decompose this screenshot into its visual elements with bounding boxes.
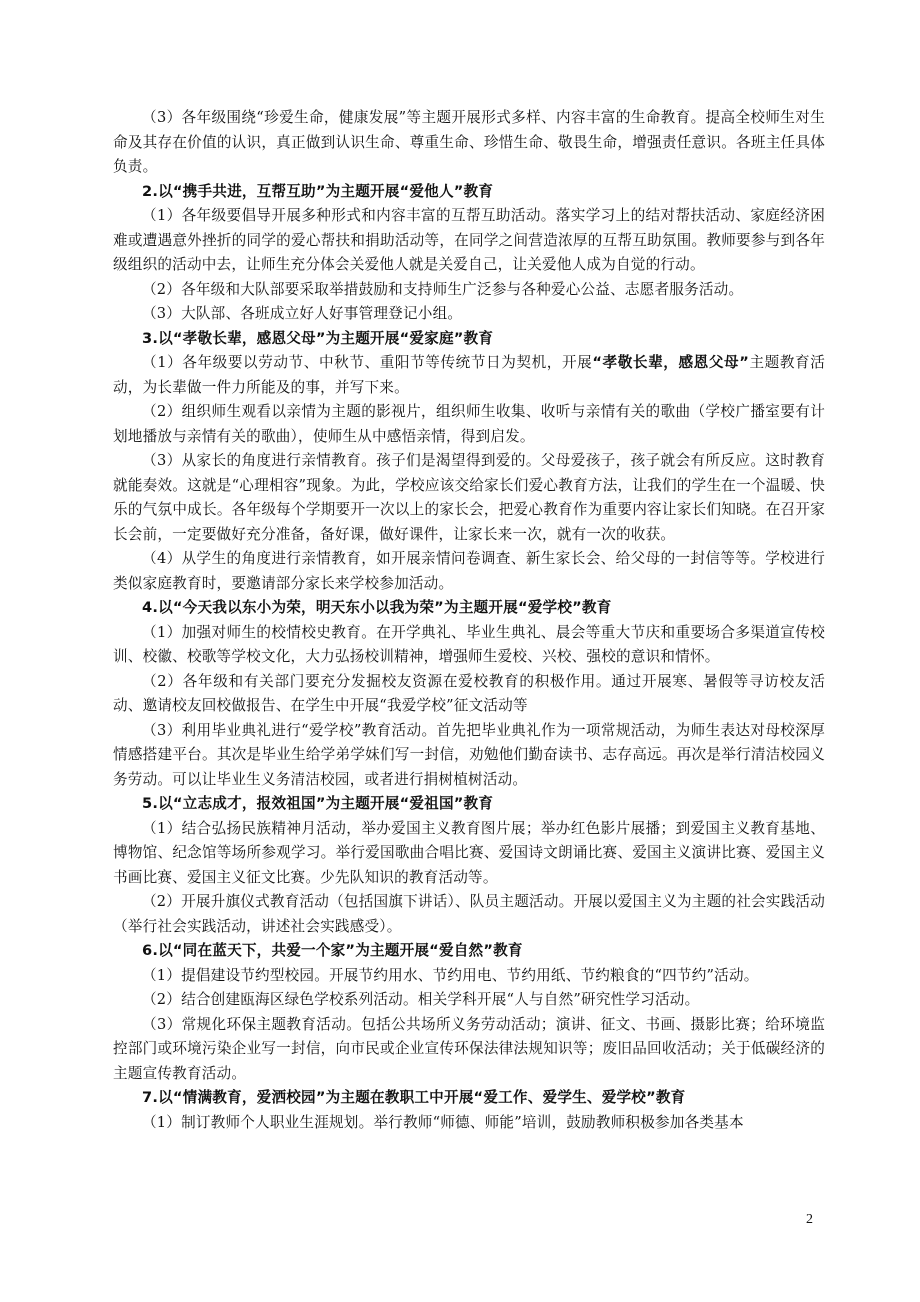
heading-love-country: 5.以“立志成才，报效祖国”为主题开展“爱祖国”教育 bbox=[142, 795, 494, 812]
paragraph-festival-activities: （1）各年级要以劳动节、中秋节、重阳节等传统节日为契机，开展“孝敬长辈，感恩父母”主题教育活动，为长辈做一件力所能及的事，并写下来。 bbox=[113, 354, 825, 396]
paragraph-school-history: （1）加强对师生的校情校史教育。在开学典礼、毕业生典礼、晨会等重大节庆和重要场合多渠道宣传校训、校徽、校歌等学校文化，大力弘扬校训精神，增强师生爱校、兴校、强校的意识和情怀。 bbox=[113, 623, 825, 665]
paragraph-life-education: （3）各年级围绕“珍爱生命，健康发展”等主题开展形式多样、内容丰富的生命教育。提高全校师生对生命及其存在价值的认识，真正做到认识生命、尊重生命、珍惜生命、敬畏生命，增强责任意识。各班主任具体负责。 bbox=[113, 109, 825, 175]
paragraph-student-perspective: （4）从学生的角度进行亲情教育，如开展亲情问卷调查、新生家长会、给父母的一封信等等。学校进行类似家庭教育时，要邀请部分家长来学校参加活动。 bbox=[113, 550, 825, 592]
paragraph-environmental: （3）常规化环保主题教育活动。包括公共场所义务劳动活动；演讲、征文、书画、摄影比赛；给环境监控部门或环境污染企业写一封信，向市民或企业宣传环保法律法规知识等；废旧品回收活动；关于低碳经济的主题宣传教育活动。 bbox=[113, 1015, 825, 1082]
paragraph-saving-campus: （1）提倡建设节约型校园。开展节约用水、节约用电、节约用纸、节约粮食的“四节约”活动。 bbox=[142, 966, 759, 984]
paragraph-flag-raising: （2）开展升旗仪式教育活动（包括国旗下讲话）、队员主题活动。开展以爱国主义为主题的社会实践活动（举行社会实践活动，讲述社会实践感受）。 bbox=[113, 893, 825, 935]
paragraph-alumni: （2）各年级和有关部门要充分发掘校友资源在爱校教育的积极作用。通过开展寒、暑假等寻访校友活动、邀请校友回校做报告、在学生中开展“我爱学校”征文活动等 bbox=[113, 672, 825, 714]
paragraph-green-school: （2）结合创建瓯海区绿色学校系列活动。相关学科开展“人与自然”研究性学习活动。 bbox=[142, 991, 700, 1008]
heading-love-school: 4.以“今天我以东小为荣，明天东小以我为荣”为主题开展“爱学校”教育 bbox=[142, 599, 612, 616]
paragraph-mutual-help: （1）各年级要倡导开展多种形式和内容丰富的互帮互助活动。落实学习上的结对帮扶活动、家庭经济困难或遭遇意外挫折的同学的爱心帮扶和捐助活动等，在同学之间营造浓厚的互帮互助氛围。教师要参与到各年级组织的活动中去，让师生充分体会关爱他人就是关爱自己，让关爱他人成为自觉的行动。 bbox=[113, 207, 825, 273]
heading-staff-education: 7.以“情满教育，爱洒校园”为主题在教职工中开展“爱工作、爱学生、爱学校”教育 bbox=[142, 1089, 686, 1106]
paragraph-good-deeds-group: （3）大队部、各班成立好人好事管理登记小组。 bbox=[142, 305, 463, 322]
paragraph-patriotic-activities: （1）结合弘扬民族精神月活动，举办爱国主义教育图片展；举办红色影片展播；到爱国主义教育基地、博物馆、纪念馆等场所参观学习。举行爱国歌曲合唱比赛、爱国诗文朗诵比赛、爱国主义演讲比赛、爱国主义书画比赛、爱国主义征文比赛。少先队知识的教育活动等。 bbox=[113, 819, 825, 886]
paragraph-career-plan: （1）制订教师个人职业生涯规划。举行教师“师德、师能”培训，鼓励教师积极参加各类基本 bbox=[142, 1113, 744, 1131]
paragraph-volunteer: （2）各年级和大队部要采取举措鼓励和支持师生广泛参与各种爱心公益、志愿者服务活动。 bbox=[142, 280, 744, 298]
paragraph-graduation: （3）利用毕业典礼进行“爱学校”教育活动。首先把毕业典礼作为一项常规活动，为师生表达对母校深厚情感搭建平台。其次是毕业生给学弟学妹们写一封信，劝勉他们勤奋读书、志存高远。再次是举行清洁校园义务劳动。可以让毕业生义务清洁校园，或者进行捐树植树活动。 bbox=[113, 721, 825, 788]
paragraph-parent-perspective: （3）从家长的角度进行亲情教育。孩子们是渴望得到爱的。父母爱孩子，孩子就会有所反应。这时教育就能奏效。这就是“心理相容”现象。为此，学校应该交给家长们爱心教育方法，让我们的学生在一个温暖、快乐的气氛中成长。各年级每个学期要开一次以上的家长会，把爱心教育作为重要内容让家长们知晓。在召开家长会前，一定要做好充分准备，备好课，做好课件，让家长来一次，就有一次的收获。 bbox=[113, 452, 825, 543]
heading-love-nature: 6.以“同在蓝天下，共爱一个家”为主题开展“爱自然”教育 bbox=[142, 942, 523, 959]
paragraph-family-films: （2）组织师生观看以亲情为主题的影视片，组织师生收集、收听与亲情有关的歌曲（学校广播室要有计划地播放与亲情有关的歌曲），使师生从中感悟亲情，得到启发。 bbox=[113, 403, 825, 445]
document-body bbox=[113, 106, 825, 1135]
heading-love-others: 2.以“携手共进，互帮互助”为主题开展“爱他人”教育 bbox=[142, 182, 494, 200]
heading-love-family: 3.以“孝敬长辈，感恩父母”为主题开展“爱家庭”教育 bbox=[142, 329, 494, 347]
page-number: 2 bbox=[806, 1212, 813, 1227]
inline-bold-theme: “孝敬长辈，感恩父母” bbox=[592, 354, 750, 371]
